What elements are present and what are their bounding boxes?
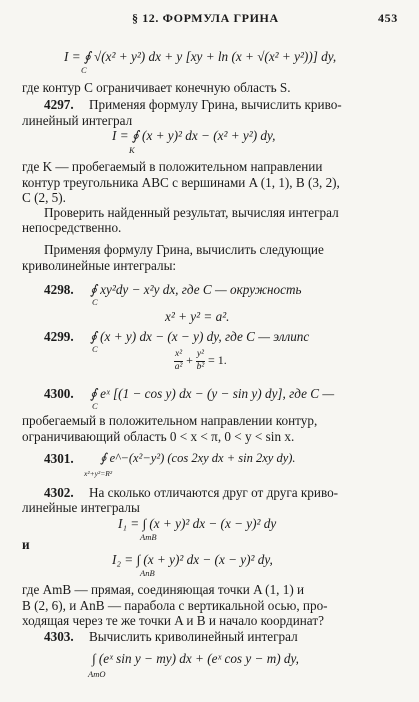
text-line: Проверить найденный результат, вычисляя интеграл: [44, 205, 339, 220]
text-line: На сколько отличаются друг от друга криво-: [89, 485, 339, 500]
formula-4303: ∫ (eˣ sin y − my) dx + (eˣ cos y − m) dy,: [92, 651, 299, 666]
path-subscript: AmB: [140, 532, 157, 542]
text-line: пробегаемый в положительном направлении контур,: [22, 413, 318, 428]
problem-number-4301: 4301.: [44, 451, 74, 466]
path-subscript: AnB: [140, 568, 155, 578]
conjunction: и: [22, 537, 30, 552]
contour-subscript: C: [81, 65, 87, 75]
formula-I2: I₂ = ∫ (x + y)² dx − (x − y)² dy,: [112, 552, 273, 567]
ellipse-equation: $\frac{\text{x²}}{\text{a²}}$ + $\frac{\text{y²}}{\text{b²}}$ = 1.: [174, 349, 227, 372]
text-line: непосредственно.: [22, 220, 122, 235]
text-line: где K — пробегаемый в положительном направлении: [22, 159, 323, 174]
text-line: где AmB — прямая, соединяющая точки A (1, 1) и: [22, 582, 305, 597]
formula-4301: ∮ e^−(x²−y²) (cos 2xy dx + sin 2xy dy).: [100, 451, 296, 465]
problem-number-4297: 4297.: [44, 97, 74, 112]
contour-subscript: C: [92, 344, 98, 354]
text-line: Вычислить криволинейный интеграл: [89, 629, 298, 644]
text-line: криволинейные интегралы:: [22, 258, 177, 273]
contour-subscript: C: [92, 401, 98, 411]
text-line: ограничивающий область 0 < x < π, 0 < y < sin x.: [22, 429, 295, 444]
problem-number-4298: 4298.: [44, 282, 74, 297]
problem-number-4300: 4300.: [44, 386, 74, 401]
problem-number-4302: 4302.: [44, 485, 74, 500]
text-line: контур треугольника ABC с вершинами A (1, 1), B (3, 2),: [22, 175, 340, 190]
formula-I1: I₁ = ∫ (x + y)² dx − (x − y)² dy: [118, 516, 277, 531]
path-subscript: AmO: [88, 669, 106, 679]
text-line: Применяя формулу Грина, вычислить криво-: [89, 97, 342, 112]
page-number: 453: [378, 11, 398, 25]
fraction: $\frac{\text{y²}}{\text{b²}}$: [196, 349, 205, 372]
problem-number-4303: 4303.: [44, 629, 74, 644]
formula-circle: x² + y² = a².: [165, 309, 230, 324]
formula-4297: I = ∮ (x + y)² dx − (x² + y²) dy,: [112, 128, 276, 143]
contour-subscript: x²+y²=R²: [84, 469, 113, 478]
fraction: $\frac{\text{x²}}{\text{a²}}$: [174, 349, 183, 372]
text-line: линейный интеграл: [22, 113, 133, 128]
text-line: B (2, 6), и AnB — парабола с вертикальной осью, про-: [22, 598, 328, 613]
text-line: где контур C ограничивает конечную область S.: [22, 80, 291, 95]
text-line: Применяя формулу Грина, вычислить следующие: [44, 242, 324, 257]
formula-green-result: I = ∮ √(x² + y²) dx + y [xy + ln (x + √(x² + y²))] dy,: [64, 49, 337, 64]
problem-number-4299: 4299.: [44, 329, 74, 344]
contour-subscript: K: [129, 145, 135, 155]
section-header: § 12. ФОРМУЛА ГРИНА: [132, 11, 279, 25]
text-line: ходящая через те же точки A и B и начало координат?: [22, 613, 324, 628]
text-line: линейные интегралы: [22, 500, 140, 515]
text-line: C (2, 5).: [22, 190, 66, 205]
formula-4299: ∮ (x + y) dx − (x − y) dy, где C — эллипс: [90, 329, 310, 344]
formula-4300: ∮ eˣ [(1 − cos y) dx − (y − sin y) dy], где C —: [90, 386, 335, 401]
contour-subscript: C: [92, 297, 98, 307]
formula-4298: ∮ xy²dy − x²y dx, где C — окружность: [90, 282, 302, 297]
